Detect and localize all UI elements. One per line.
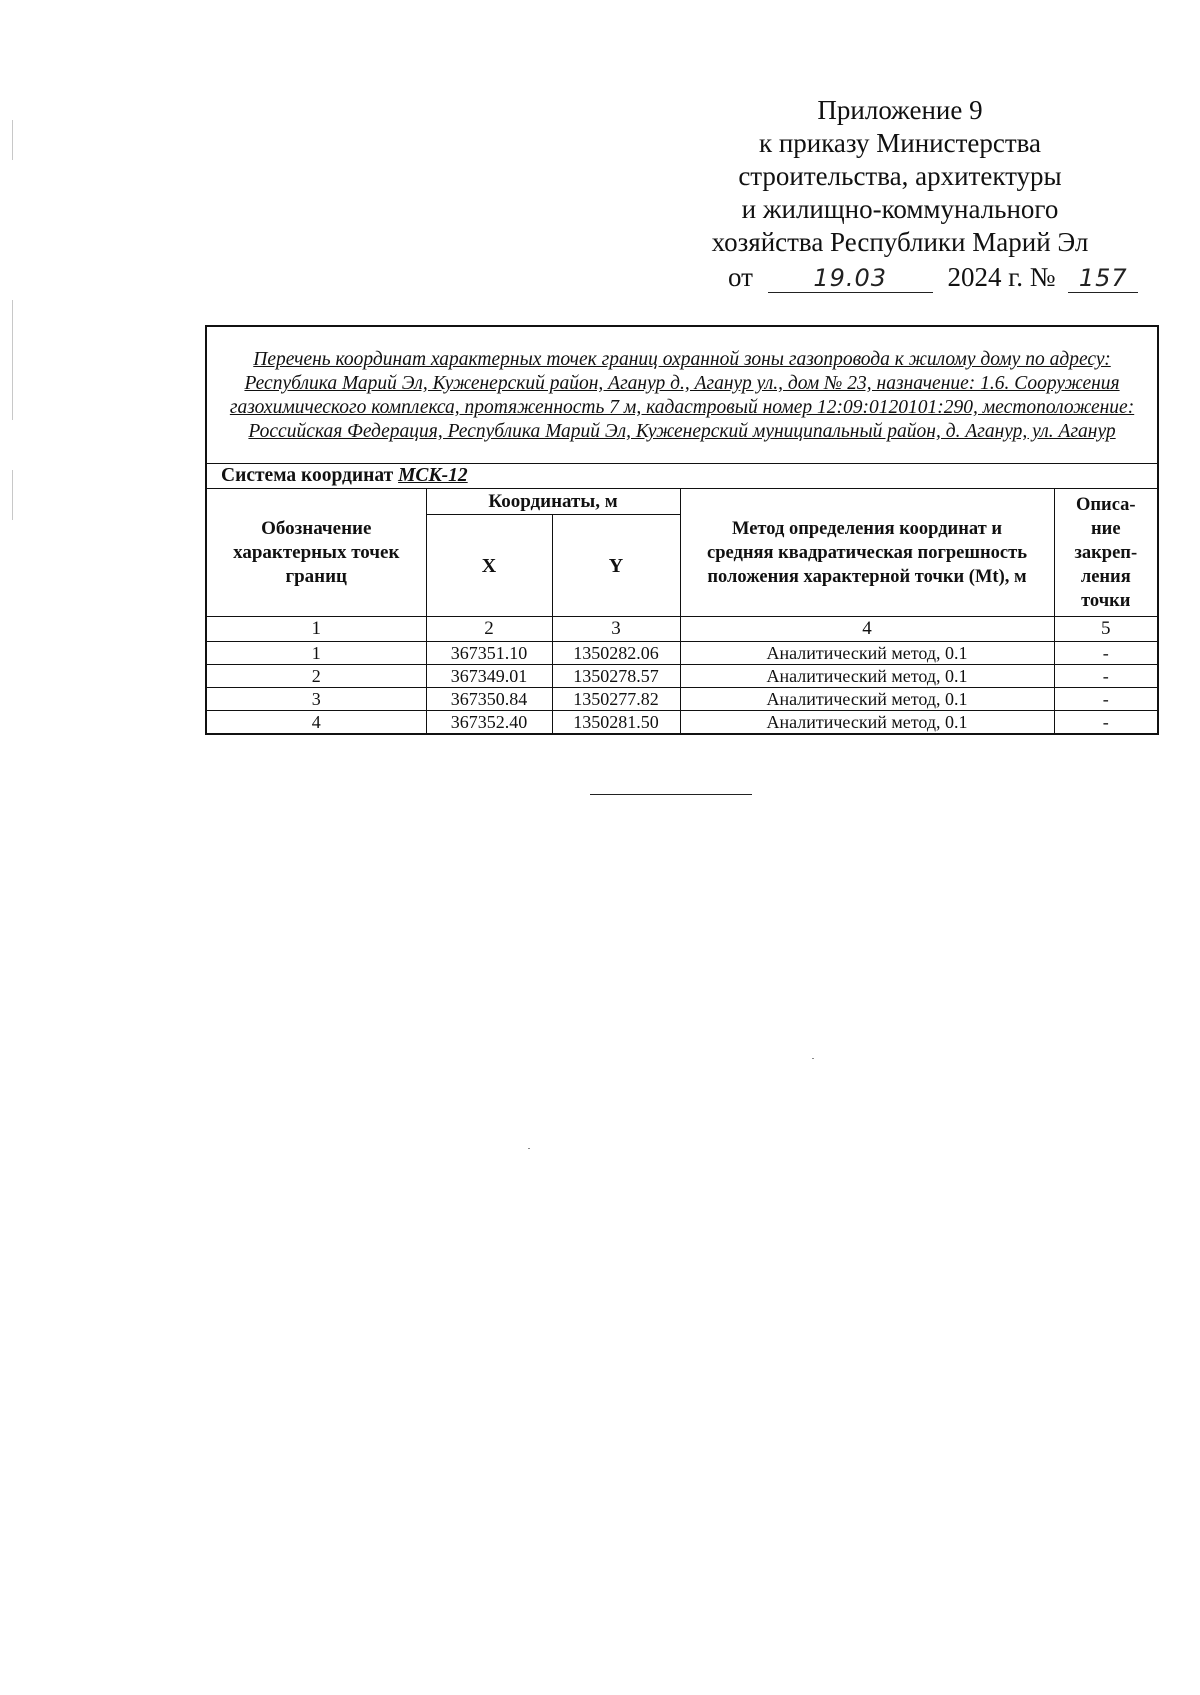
coordinates-table — [205, 325, 1159, 735]
method: Аналитический метод, 0.1 — [680, 642, 1054, 665]
coordinate-system-row — [206, 464, 1158, 489]
coordinate-system-label: Система координат — [221, 465, 394, 486]
scan-artifact — [12, 120, 13, 160]
header-line-2: к приказу Министерства — [758, 128, 1042, 158]
column-numbers-row — [206, 617, 1158, 642]
point-id: 1 — [206, 642, 426, 665]
header-x: X — [426, 515, 552, 617]
table-row — [206, 665, 1158, 688]
point-id: 3 — [206, 688, 426, 711]
header-description: Описа-ние закреп-ления точки — [1054, 489, 1158, 617]
coord-y: 1350278.57 — [552, 665, 680, 688]
point-id: 2 — [206, 665, 426, 688]
coord-y: 1350277.82 — [552, 688, 680, 711]
header-coordinates: Координаты, м — [426, 489, 680, 515]
header-method: Метод определения координат и средняя квадратическая погрешность положения характерной точки (Mt), м — [680, 489, 1054, 617]
header-y: Y — [552, 515, 680, 617]
coord-y: 1350282.06 — [552, 642, 680, 665]
coord-x: 367349.01 — [426, 665, 552, 688]
description: - — [1054, 642, 1158, 665]
coord-y: 1350281.50 — [552, 711, 680, 735]
coord-x: 367350.84 — [426, 688, 552, 711]
column-number: 4 — [680, 617, 1054, 642]
method: Аналитический метод, 0.1 — [680, 711, 1054, 735]
coord-x: 367352.40 — [426, 711, 552, 735]
description: - — [1054, 688, 1158, 711]
year-text: 2024 г. № — [947, 262, 1056, 292]
handwritten-order-number: 157 — [1068, 264, 1138, 293]
header-line-4: и жилищно-коммунального — [741, 194, 1059, 224]
header-point-designation: Обозначение характерных точек границ — [206, 489, 426, 617]
method: Аналитический метод, 0.1 — [680, 688, 1054, 711]
method: Аналитический метод, 0.1 — [680, 665, 1054, 688]
table-row — [206, 711, 1158, 735]
column-number: 2 — [426, 617, 552, 642]
point-id: 4 — [206, 711, 426, 735]
scan-artifact — [12, 470, 13, 520]
date-prefix: от — [728, 262, 753, 292]
scan-artifact — [12, 300, 13, 420]
column-number: 1 — [206, 617, 426, 642]
table-row — [206, 688, 1158, 711]
scan-speck — [812, 1058, 814, 1059]
coord-x: 367351.10 — [426, 642, 552, 665]
scan-speck — [528, 1148, 530, 1149]
header-line-3: строительства, архитектуры — [738, 161, 1062, 191]
table-caption: Перечень координат характерных точек границ охранной зоны газопровода к жилому дому по адресу: Республика Марий Эл, Куженерский район, Аганур д., Аганур ул., дом № 23, назначение: 1.6. Сооружения газохимического комплекса, протяженность 7 м, кадастровый номер 12:09:0120101:290, местоположение: Российская Федерация, Республика Марий Эл, Куженерский муниципальный район, д. Аганур, ул. Аганур — [206, 326, 1158, 464]
header-line-5: хозяйства Республики Марий Эл — [711, 227, 1089, 257]
column-number: 5 — [1054, 617, 1158, 642]
header-line-1: Приложение 9 — [817, 95, 983, 125]
description: - — [1054, 711, 1158, 735]
handwritten-date: 19.03 — [768, 264, 933, 293]
coordinate-system-value: МСК-12 — [398, 465, 468, 486]
description: - — [1054, 665, 1158, 688]
order-date-line — [728, 262, 1138, 293]
column-number: 3 — [552, 617, 680, 642]
appendix-header — [690, 94, 1110, 259]
end-divider — [590, 794, 752, 795]
table-row — [206, 642, 1158, 665]
